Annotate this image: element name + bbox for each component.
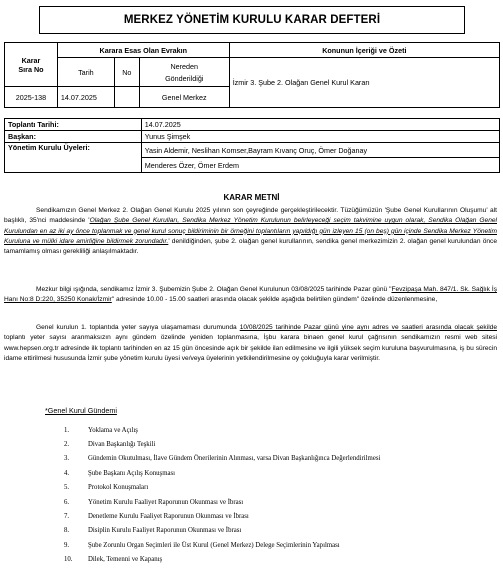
sira-no-label: Sıra No xyxy=(18,64,44,74)
paragraph-3-a: Genel kurulun 1. toplantıda yeter sayıya ulaşamaması durumunda xyxy=(36,324,240,331)
karar-label: Karar xyxy=(21,55,41,65)
evrak-header: Karara Esas Olan Evrakın xyxy=(57,43,229,58)
agenda-item-number: 9. xyxy=(64,541,70,549)
gonderildigi-label: Gönderildiği xyxy=(165,73,204,83)
tarih-value: 14.07.2025 xyxy=(57,87,114,108)
baskan-label: Başkan: xyxy=(5,131,142,143)
konu-value: İzmir 3. Şube 2. Olağan Genel Kurul Kararı xyxy=(229,58,499,108)
no-header: No xyxy=(114,58,139,87)
nereden-label: Nereden xyxy=(170,61,199,71)
agenda-item xyxy=(64,495,380,509)
paragraph-1-c: ' denildiğinden, şube 2. olağan genel kurullarının, sendika genel merkezimizin 2. olağan genel kurulundan önce tamamlamış olması gerekliliği anlaşılmaktadır. xyxy=(4,237,497,256)
agenda-item-number: 2. xyxy=(64,441,70,449)
agenda-title: *Genel Kurul Gündemi xyxy=(45,406,117,415)
tarih-header: Tarih xyxy=(57,58,114,87)
agenda-item-text: Gündemin Okutulması, İlave Gündem Önerilerinin Alınması, varsa Divan Başkanlığınca Değerlendirilmesi xyxy=(88,455,381,463)
uyeler-label: Yönetim Kurulu Üyeleri: xyxy=(5,143,142,173)
paragraph-2-a: Mezkur bilgi ışığında, sendikamız İzmir 3. Şubemizin Şube 2. Olağan Genel Kurulunun 03/08/2025 tarihinde Pazar günü " xyxy=(36,286,392,293)
agenda-item xyxy=(64,466,380,480)
uyeler-line-2: Menderes Özer, Ömer Erdem xyxy=(141,158,499,173)
agenda-item-text: Disiplin Kurulu Faaliyet Raporunun Okunması ve İbrası xyxy=(88,527,242,535)
toplanti-tarihi-label: Toplantı Tarihi: xyxy=(5,119,142,131)
paragraph-1 xyxy=(4,206,497,257)
nereden-value: Genel Merkez xyxy=(139,87,229,108)
agenda-item-number: 5. xyxy=(64,484,70,492)
agenda-item xyxy=(64,553,380,567)
paragraph-1-quote: Olağan Şube Genel Kurulları, Sendika Merkez Yönetim Kurulunun belirleyeceği seçim takvimine uygun olarak, Sendika Olağan Genel Kurulundan en az iki ay önce toplanmak ve genel kurul sonuç bildiriminin bir örneğini toplantıların yapıldığı gün izleyen 15 (on beş) gün içinde Sendika Merkez Yönetim Kuruluna ve mülki idare amirliğine bildirmek zorundadır. xyxy=(4,217,498,245)
agenda-item xyxy=(64,437,380,451)
agenda-item-text: Yönetim Kurulu Faaliyet Raporunun Okunması ve İbrası xyxy=(88,498,244,506)
agenda-item xyxy=(64,524,380,538)
agenda-item xyxy=(64,538,380,552)
agenda-item-text: Dilek, Temenni ve Kapanış xyxy=(88,556,163,564)
agenda-item-number: 6. xyxy=(64,498,70,506)
agenda-item-number: 3. xyxy=(64,455,70,463)
paragraph-3-c: toplantı yeter sayısı aranmaksızın aynı gündem özelinde yeniden toplanmasına, İşbu karara binaen genel kurul çağrısının sendikamızın resmi web sitesi www.hepsen.org.tr adresinde ilk toplantı tarihinden en az 15 gün öncesinde açık bir şekilde ilan edilmesine ve ilgili yüksek seçim kuruluna başvurulmasına, iş bu sürecin idame ettirilmesi hususunda İzmir şube yönetim kurulu üyesi ve/veya üyelerinin yetkilendirilmesine oy çokluğuyla karar verilmiştir. xyxy=(4,334,497,362)
agenda-item xyxy=(64,481,380,495)
agenda-item xyxy=(64,423,380,437)
agenda-item-number: 8. xyxy=(64,527,70,535)
decision-info-table xyxy=(4,42,500,108)
agenda-item-text: Divan Başkanlığı Teşkili xyxy=(88,441,156,449)
agenda-item xyxy=(64,509,380,523)
toplanti-tarihi-value: 14.07.2025 xyxy=(141,119,499,131)
agenda-item-text: Denetleme Kurulu Faaliyet Raporunun Okunması ve İbrası xyxy=(88,513,249,521)
no-value xyxy=(114,87,139,108)
agenda-item-number: 7. xyxy=(64,513,70,521)
agenda-item-number: 4. xyxy=(64,469,70,477)
paragraph-1-a: Sendikamızın Genel Merkez 2. Olağan Genel Kurulu 2025 yılının son çeyreğinde gerçekleştirilecektir. Tüzüğümüzün 'Şube Genel Kurullarının Oluşumu' alt başlıklı, 35'nci maddesinde ' xyxy=(4,207,497,225)
uyeler-line-1: Yasin Aldemir, Neslihan Komser,Bayram Kıvanç Oruç, Ömer Doğanay xyxy=(141,143,499,158)
karar-metni-title: KARAR METNİ xyxy=(223,193,280,202)
document-title-text: MERKEZ YÖNETİM KURULU KARAR DEFTERİ xyxy=(123,14,381,26)
baskan-value: Yunus Şimşek xyxy=(141,131,499,143)
paragraph-3-date: 10/08/2025 tarihinde Pazar günü yine aynı adres ve saatleri arasında olacak şekilde xyxy=(239,324,497,331)
sira-no-value: 2025-138 xyxy=(5,87,58,108)
karar-sira-header xyxy=(5,43,58,87)
paragraph-3 xyxy=(4,323,497,364)
agenda-item-text: Şube Başkanı Açılış Konuşması xyxy=(88,469,176,477)
agenda-item-text: Yoklama ve Açılış xyxy=(88,426,138,434)
agenda-item-number: 1. xyxy=(64,426,70,434)
meeting-info-table xyxy=(4,118,500,173)
agenda-list xyxy=(64,423,380,567)
paragraph-2-c: " adresinde 10.00 - 15.00 saatleri arasında olacak şekilde aşağıda belirtilen gündem" özelinde düzenlenmesine, xyxy=(111,296,438,304)
konu-header: Konunun İçeriği ve Özeti xyxy=(229,43,499,58)
agenda-item xyxy=(64,452,380,466)
agenda-item-text: Şube Zorunlu Organ Seçimleri ile Üst Kurul (Genel Merkez) Delege Seçimlerinin Yapılması xyxy=(88,541,340,549)
agenda-item-number: 10. xyxy=(64,556,73,564)
paragraph-2-address: Fevzipaşa Mah. 847/1. Sk. Sağlık İş Hanı No:8 D:220, 35250 Konak/İzmir xyxy=(4,286,498,304)
paragraph-2 xyxy=(4,285,497,306)
document-title xyxy=(39,6,465,34)
agenda-item-text: Protokol Konuşmaları xyxy=(88,484,149,492)
nereden-header xyxy=(139,58,229,87)
